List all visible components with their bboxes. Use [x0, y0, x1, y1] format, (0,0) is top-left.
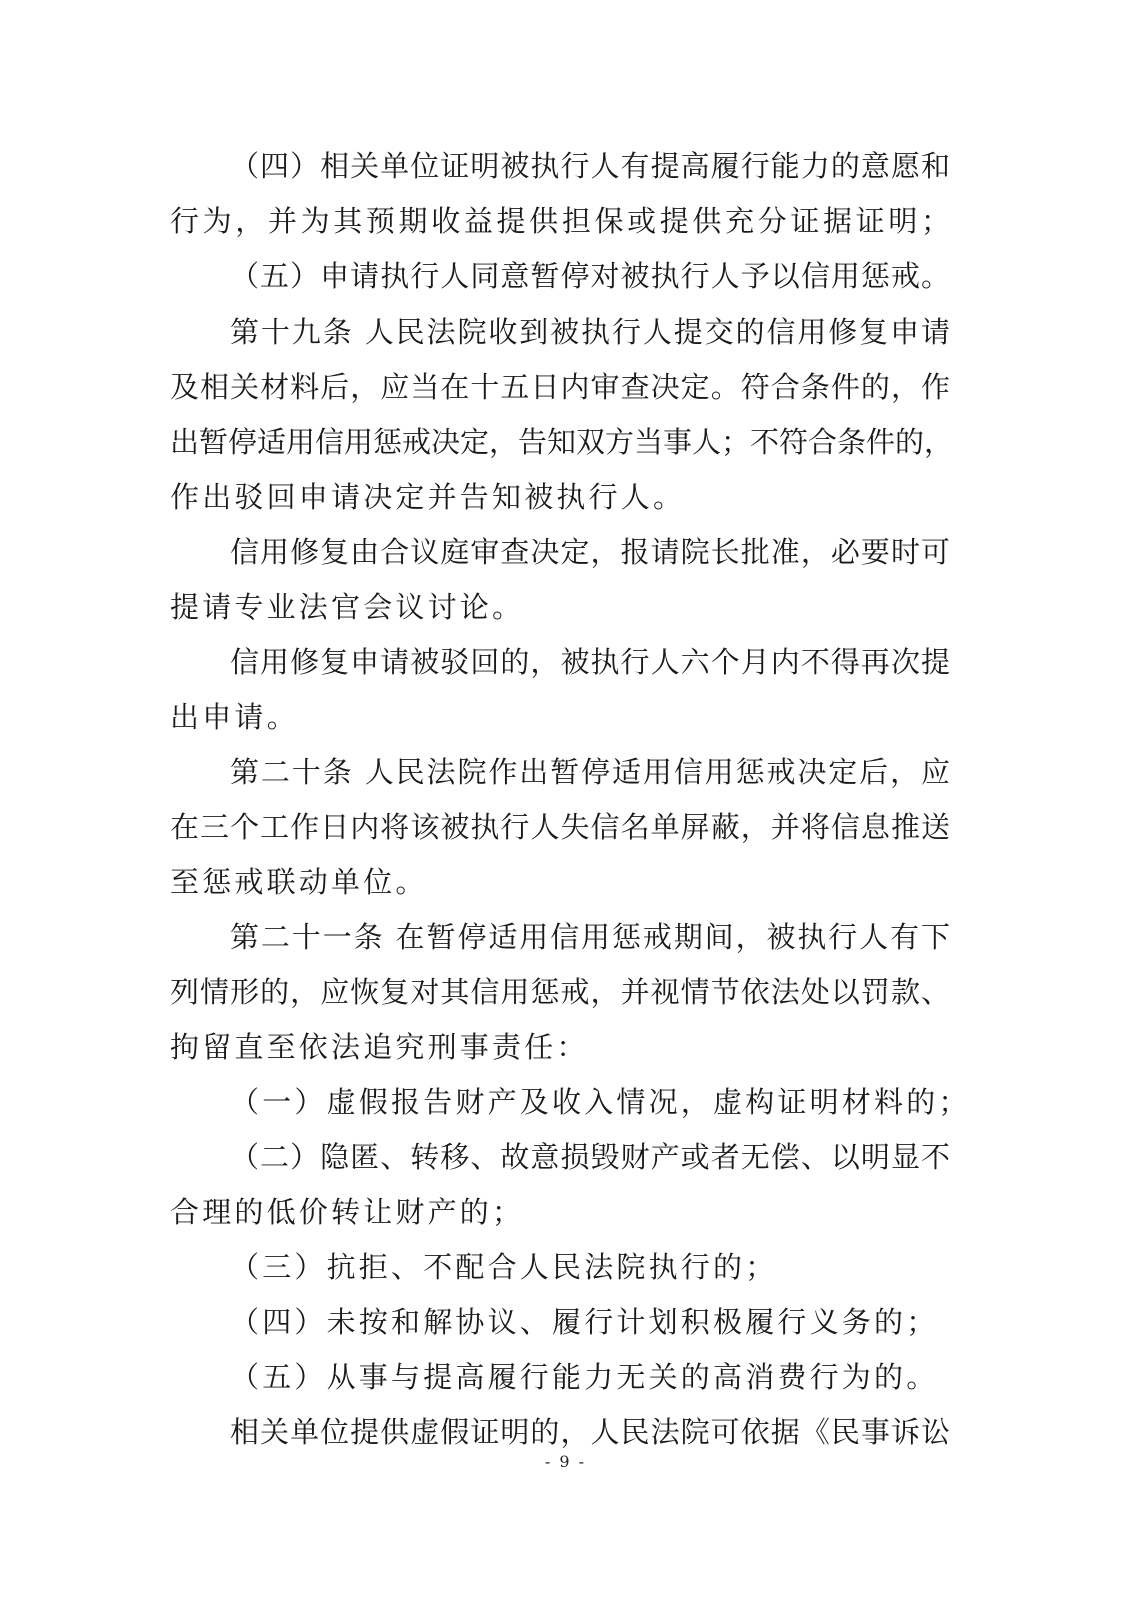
text-line-21: （三）抗拒、不配合人民法院执行的； [230, 1250, 778, 1284]
text-line-2: 行为，并为其预期收益提供担保或提供充分证据证明； [170, 204, 950, 238]
text-line-13: 在三个工作日内将该被执行人失信名单屏蔽，并将信息推送 [170, 810, 950, 844]
text-line-17: 拘留直至依法追究刑事责任： [170, 1030, 589, 1064]
text-line-12: 第二十条 人民法院作出暂停适用信用惩戒决定后，应 [230, 755, 950, 789]
text-line-4: 第十九条 人民法院收到被执行人提交的信用修复申请 [230, 315, 950, 349]
page-number: - 9 - [544, 1452, 587, 1471]
text-line-15: 第二十一条 在暂停适用信用惩戒期间，被执行人有下 [230, 920, 950, 954]
text-line-14: 至惩戒联动单位。 [170, 865, 428, 899]
text-line-3: （五）申请执行人同意暂停对被执行人予以信用惩戒。 [230, 259, 950, 293]
text-line-10: 信用修复申请被驳回的，被执行人六个月内不得再次提 [230, 645, 950, 679]
text-line-24: 相关单位提供虚假证明的，人民法院可依据《民事诉讼 [230, 1415, 950, 1449]
text-line-6: 出暂停适用信用惩戒决定，告知双方当事人；不符合条件的， [170, 425, 954, 459]
text-line-23: （五）从事与提高履行能力无关的高消费行为的。 [230, 1360, 939, 1394]
text-line-11: 出申请。 [170, 700, 299, 734]
text-line-1: （四）相关单位证明被执行人有提高履行能力的意愿和 [230, 149, 950, 183]
text-line-19: （二）隐匿、转移、故意损毁财产或者无偿、以明显不 [230, 1140, 950, 1174]
text-line-7: 作出驳回申请决定并告知被执行人。 [170, 480, 686, 514]
text-line-16: 列情形的，应恢复对其信用惩戒，并视情节依法处以罚款、 [170, 975, 950, 1009]
text-line-9: 提请专业法官会议讨论。 [170, 590, 525, 624]
text-line-5: 及相关材料后，应当在十五日内审查决定。符合条件的，作 [170, 370, 950, 404]
text-line-20: 合理的低价转让财产的； [170, 1195, 525, 1229]
text-line-22: （四）未按和解协议、履行计划积极履行义务的； [230, 1305, 939, 1339]
text-line-8: 信用修复由合议庭审查决定，报请院长批准，必要时可 [230, 535, 950, 569]
text-line-18: （一）虚假报告财产及收入情况，虚构证明材料的； [230, 1085, 971, 1119]
